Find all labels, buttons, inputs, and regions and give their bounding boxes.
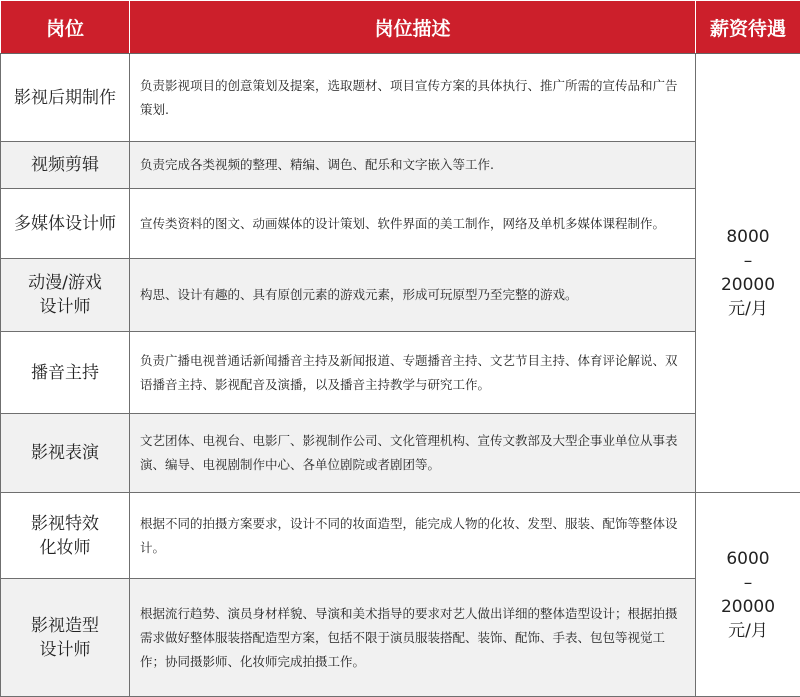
table-row: [1, 189, 800, 259]
salary-unit: 元/月: [696, 619, 800, 643]
salary-unit: 元/月: [696, 297, 800, 321]
description-cell: [130, 493, 696, 579]
position-cell: [1, 414, 130, 493]
description-text: 根据不同的拍摄方案要求，设计不同的妆面造型，能完成人物的化妆、发型、服装、配饰等整体设计。: [140, 512, 679, 560]
position-name: 动漫/游戏: [7, 271, 123, 295]
header-position: 岗位: [1, 1, 130, 54]
description-text: 宣传类资料的图文、动画媒体的设计策划、软件界面的美工制作，网络及单机多媒体课程制作。: [140, 212, 679, 236]
description-cell: [130, 579, 696, 697]
position-name-line-2: 设计师: [7, 295, 123, 319]
position-cell: [1, 493, 130, 579]
position-name: 影视后期制作: [7, 86, 123, 110]
position-name: 影视造型: [7, 614, 123, 638]
table-row: [1, 332, 800, 414]
description-text: 根据流行趋势、演员身材样貌、导演和美术指导的要求对艺人做出详细的整体造型设计；根据拍摄需求做好整体服装搭配造型方案，包括不限于演员服装搭配、装饰、配饰、手表、包包等视觉工作；协同摄影师、化妆师完成拍摄工作。: [140, 602, 679, 674]
salary-cell-group-1: [696, 54, 800, 493]
position-name-line-2: 化妆师: [7, 536, 123, 560]
description-cell: [130, 54, 696, 142]
position-name: 播音主持: [7, 361, 123, 385]
position-cell: [1, 189, 130, 259]
description-cell: [130, 414, 696, 493]
position-name: 影视特效: [7, 512, 123, 536]
position-cell: [1, 54, 130, 142]
description-cell: [130, 189, 696, 259]
position-name: 多媒体设计师: [7, 212, 123, 236]
position-name: 影视表演: [7, 441, 123, 465]
table-row: [1, 142, 800, 189]
position-name-line-2: 设计师: [7, 638, 123, 662]
salary-max: 20000: [696, 595, 800, 619]
table-row: [1, 414, 800, 493]
salary-cell-group-2: [696, 493, 800, 697]
salary-min: 8000: [696, 225, 800, 249]
table-row: [1, 259, 800, 332]
position-name: 视频剪辑: [7, 153, 123, 177]
table-row: [1, 579, 800, 697]
header-description: 岗位描述: [130, 1, 696, 54]
salary-min: 6000: [696, 547, 800, 571]
description-cell: [130, 259, 696, 332]
position-cell: [1, 259, 130, 332]
table-row: [1, 493, 800, 579]
description-text: 负责完成各类视频的整理、精编、调色、配乐和文字嵌入等工作.: [140, 153, 679, 177]
description-cell: [130, 142, 696, 189]
description-cell: [130, 332, 696, 414]
table-header-row: [1, 1, 800, 54]
salary-dash: –: [696, 571, 800, 595]
salary-max: 20000: [696, 273, 800, 297]
position-cell: [1, 579, 130, 697]
description-text: 负责影视项目的创意策划及提案，选取题材、项目宣传方案的具体执行、推广所需的宣传品和广告策划.: [140, 74, 679, 122]
position-cell: [1, 332, 130, 414]
description-text: 文艺团体、电视台、电影厂、影视制作公司、文化管理机构、宣传文教部及大型企事业单位从事表演、编导、电视剧制作中心、各单位剧院或者剧团等。: [140, 429, 679, 477]
description-text: 负责广播电视普通话新闻播音主持及新闻报道、专题播音主持、文艺节目主持、体育评论解说、双语播音主持、影视配音及演播，以及播音主持教学与研究工作。: [140, 349, 679, 397]
salary-dash: –: [696, 249, 800, 273]
description-text: 构思、设计有趣的、具有原创元素的游戏元素，形成可玩原型乃至完整的游戏。: [140, 283, 679, 307]
position-cell: [1, 142, 130, 189]
header-salary: 薪资待遇: [696, 1, 800, 54]
table-row: [1, 54, 800, 142]
